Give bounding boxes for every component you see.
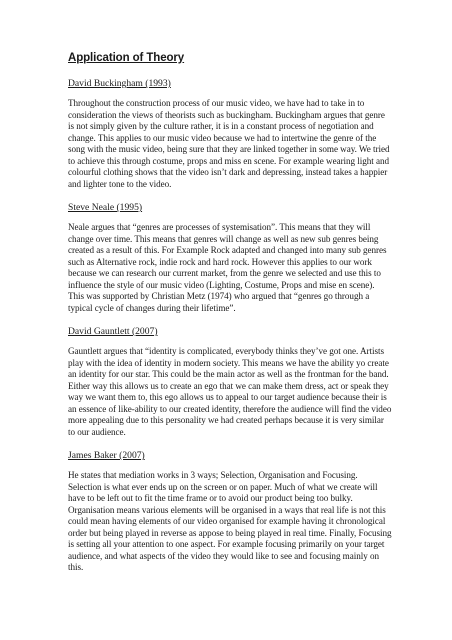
section-gauntlett: [68, 326, 392, 438]
section-heading: David Buckingham (1993): [68, 78, 171, 89]
section-heading: Steve Neale (1995): [68, 202, 143, 213]
section-body: Gauntlett argues that “identity is complicated, everybody thinks they’ve got one. Artists play with the idea of identity in modern society. This means we have the ability yo create an identity for our star. This could be the main actor as well as the frontman for the band. Either way this allows us to create an ego that we can make them dress, act or speak they way we want them to, this ego allows us to appeal to our target audience because their is an essence of like-ability to our created identity, therefore the audience will find the video more appealing due to this personality we had created perhaps because it is very similar to our audience.: [68, 346, 392, 437]
section-baker: [68, 450, 392, 574]
section-body: Throughout the construction process of our music video, we have had to take in to consideration the views of theorists such as buckingham. Buckingham argues that genre is not simply given by the culture rather, it is in a constant process of negotiation and change. This applies to our music video because we had to intertwine the genre of the song with the music video, being sure that they are linked together in some way. We tried to achieve this through costume, props and miss en scene. For example wearing light and colourful clothing shows that the video isn’t dark and depressing, instead takes a happier and lighter tone to the video.: [68, 98, 390, 189]
section-neale: [68, 202, 392, 314]
section-body: Neale argues that “genres are processes of systemisation”. This means that they will change over time. This means that genres will change as well as new sub genres being created as a result of this. For Example Rock adapted and changed into many sub genres such as Alternative rock, indie rock and hard rock. However this applies to our work because we can research our current market, from the genre we selected and use this to influence the style of our music video (Lighting, Costume, Props and mise en scene). This was supported by Christian Metz (1974) who argued that “genres go through a typical cycle of changes during their lifetime”.: [68, 222, 387, 313]
document-title: Application of Theory: [68, 52, 185, 64]
section-heading: James Baker (2007): [68, 450, 145, 461]
section-buckingham: [68, 78, 392, 190]
section-heading: David Gauntlett (2007): [68, 326, 158, 337]
section-body: He states that mediation works in 3 ways; Selection, Organisation and Focusing. Selection is what ever ends up on the screen or on paper. Much of what we create will have to be left out to fit the time frame or to avoid our product being too bulky. Organisation means various elements will be organised in a ways that real life is not this could mean having elements of our video organised for example having it chronological order but being played in reverse as appose to being played in real time. Finally, Focusing is setting all your attention to one aspect. For example focusing primarily on your target audience, and what aspects of the video they would like to see and focusing mainly on this.: [68, 470, 392, 572]
